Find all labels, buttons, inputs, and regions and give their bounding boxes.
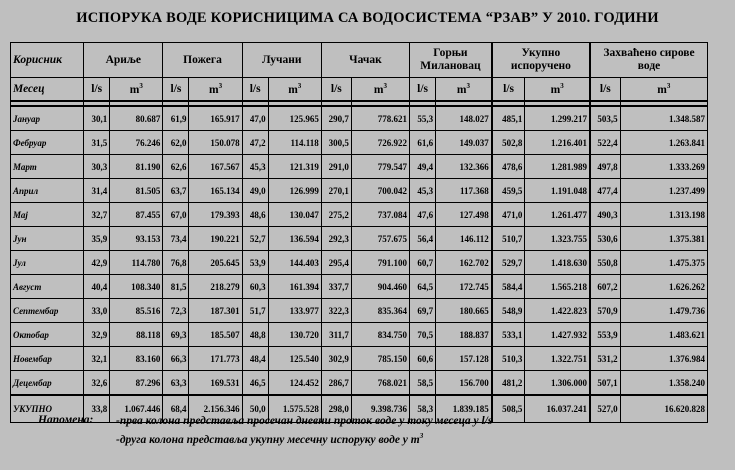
value-cell: 126.999 [268, 179, 321, 203]
value-cell: 81.505 [110, 179, 163, 203]
value-cell: 471,0 [492, 203, 525, 227]
value-cell: 117.368 [436, 179, 492, 203]
month-cell: Август [11, 275, 84, 299]
value-cell: 16.037.241 [525, 395, 590, 423]
header-user: Корисник [11, 43, 84, 78]
value-cell: 144.403 [268, 251, 321, 275]
value-cell: 291,0 [321, 155, 351, 179]
value-cell: 477,4 [590, 179, 620, 203]
month-cell: Април [11, 179, 84, 203]
header-cacak: Чачак [321, 43, 409, 78]
value-cell: 779.547 [351, 155, 409, 179]
value-cell: 47,0 [242, 106, 268, 131]
value-cell: 45,3 [242, 155, 268, 179]
table-row [11, 347, 708, 371]
value-cell: 72,3 [163, 299, 189, 323]
month-cell: Новембар [11, 347, 84, 371]
value-cell: 48,6 [242, 203, 268, 227]
value-cell: 497,8 [590, 155, 620, 179]
value-cell: 50,0 [242, 395, 268, 423]
value-cell: 88.118 [110, 323, 163, 347]
value-cell: 32,9 [84, 323, 110, 347]
value-cell: 114.118 [268, 131, 321, 155]
value-cell: 302,9 [321, 347, 351, 371]
value-cell: 1.376.984 [620, 347, 707, 371]
unit-volume: $m^3$ [620, 78, 707, 102]
value-cell: 9.398.736 [351, 395, 409, 423]
value-cell: 510,3 [492, 347, 525, 371]
value-cell: 61,6 [410, 131, 436, 155]
value-cell: 1.475.375 [620, 251, 707, 275]
value-cell: 60,3 [242, 275, 268, 299]
unit-volume: $m^3$ [268, 78, 321, 102]
value-cell: 530,6 [590, 227, 620, 251]
header-month: Месец [11, 78, 84, 102]
value-cell: 527,0 [590, 395, 620, 423]
value-cell: 553,9 [590, 323, 620, 347]
unit-volume: $m^3$ [436, 78, 492, 102]
value-cell: 32,7 [84, 203, 110, 227]
value-cell: 46,5 [242, 371, 268, 396]
value-cell: 130.720 [268, 323, 321, 347]
month-cell: Јун [11, 227, 84, 251]
value-cell: 85.516 [110, 299, 163, 323]
month-cell: Фебруар [11, 131, 84, 155]
value-cell: 40,4 [84, 275, 110, 299]
value-cell: 56,4 [410, 227, 436, 251]
value-cell: 1.565.218 [525, 275, 590, 299]
value-cell: 1.067.446 [110, 395, 163, 423]
unit-volume: $m^3$ [525, 78, 590, 102]
value-cell: 1.237.499 [620, 179, 707, 203]
header-raw-water: Захваћено сирове воде [590, 43, 707, 78]
value-cell: 508,5 [492, 395, 525, 423]
header-gornji-milanovac: Горњи Милановац [410, 43, 492, 78]
value-cell: 322,3 [321, 299, 351, 323]
value-cell: 1.348.587 [620, 106, 707, 131]
month-cell: Октобар [11, 323, 84, 347]
value-cell: 295,4 [321, 251, 351, 275]
value-cell: 290,7 [321, 106, 351, 131]
value-cell: 1.479.736 [620, 299, 707, 323]
value-cell: 49,0 [242, 179, 268, 203]
value-cell: 148.027 [436, 106, 492, 131]
value-cell: 165.134 [189, 179, 242, 203]
value-cell: 791.100 [351, 251, 409, 275]
value-cell: 47,2 [242, 131, 268, 155]
value-cell: 275,2 [321, 203, 351, 227]
unit-flow: l/s [242, 78, 268, 102]
value-cell: 1.839.185 [436, 395, 492, 423]
value-cell: 187.301 [189, 299, 242, 323]
value-cell: 507,1 [590, 371, 620, 396]
value-cell: 171.773 [189, 347, 242, 371]
value-cell: 16.620.828 [620, 395, 707, 423]
value-cell: 1.427.932 [525, 323, 590, 347]
value-cell: 737.084 [351, 203, 409, 227]
total-label: УКУПНО [11, 395, 84, 423]
value-cell: 81,5 [163, 275, 189, 299]
value-cell: 32,1 [84, 347, 110, 371]
value-cell: 700.042 [351, 179, 409, 203]
value-cell: 188.837 [436, 323, 492, 347]
value-cell: 162.702 [436, 251, 492, 275]
value-cell: 32,6 [84, 371, 110, 396]
value-cell: 522,4 [590, 131, 620, 155]
value-cell: 510,7 [492, 227, 525, 251]
value-cell: 60,6 [410, 347, 436, 371]
unit-flow: l/s [84, 78, 110, 102]
value-cell: 1.322.751 [525, 347, 590, 371]
value-cell: 48,8 [242, 323, 268, 347]
value-cell: 1.575.528 [268, 395, 321, 423]
unit-flow: l/s [492, 78, 525, 102]
value-cell: 127.498 [436, 203, 492, 227]
value-cell: 161.394 [268, 275, 321, 299]
value-cell: 1.418.630 [525, 251, 590, 275]
month-cell: Јануар [11, 106, 84, 131]
value-cell: 1.375.381 [620, 227, 707, 251]
value-cell: 1.299.217 [525, 106, 590, 131]
value-cell: 60,7 [410, 251, 436, 275]
value-cell: 62,6 [163, 155, 189, 179]
value-cell: 62,0 [163, 131, 189, 155]
value-cell: 904.460 [351, 275, 409, 299]
value-cell: 130.047 [268, 203, 321, 227]
value-cell: 31,4 [84, 179, 110, 203]
value-cell: 785.150 [351, 347, 409, 371]
value-cell: 69,3 [163, 323, 189, 347]
value-cell: 490,3 [590, 203, 620, 227]
value-cell: 1.281.989 [525, 155, 590, 179]
value-cell: 58,5 [410, 371, 436, 396]
value-cell: 76,8 [163, 251, 189, 275]
value-cell: 35,9 [84, 227, 110, 251]
value-cell: 726.922 [351, 131, 409, 155]
value-cell: 337,7 [321, 275, 351, 299]
month-cell: Јул [11, 251, 84, 275]
value-cell: 481,2 [492, 371, 525, 396]
value-cell: 149.037 [436, 131, 492, 155]
value-cell: 83.160 [110, 347, 163, 371]
value-cell: 529,7 [492, 251, 525, 275]
value-cell: 1.216.401 [525, 131, 590, 155]
value-cell: 180.665 [436, 299, 492, 323]
value-cell: 503,5 [590, 106, 620, 131]
value-cell: 292,3 [321, 227, 351, 251]
value-cell: 478,6 [492, 155, 525, 179]
unit-volume: $m^3$ [189, 78, 242, 102]
month-cell: Март [11, 155, 84, 179]
value-cell: 124.452 [268, 371, 321, 396]
value-cell: 55,3 [410, 106, 436, 131]
page-title: ИСПОРУКА ВОДЕ КОРИСНИЦИМА СА ВОДОСИСТЕМА “РЗАВ” У 2010. ГОДИНИ [76, 10, 659, 26]
value-cell: 33,0 [84, 299, 110, 323]
value-cell: 67,0 [163, 203, 189, 227]
month-cell: Децембар [11, 371, 84, 396]
water-delivery-table [10, 42, 708, 423]
value-cell: 1.306.000 [525, 371, 590, 396]
value-cell: 533,1 [492, 323, 525, 347]
value-cell: 114.780 [110, 251, 163, 275]
value-cell: 531,2 [590, 347, 620, 371]
unit-flow: l/s [590, 78, 620, 102]
value-cell: 150.078 [189, 131, 242, 155]
unit-volume: $m^3$ [351, 78, 409, 102]
note-text [116, 414, 492, 448]
value-cell: 1.358.240 [620, 371, 707, 396]
value-cell: 205.645 [189, 251, 242, 275]
table-row [11, 251, 708, 275]
unit-flow: l/s [163, 78, 189, 102]
value-cell: 311,7 [321, 323, 351, 347]
value-cell: 63,7 [163, 179, 189, 203]
note-line-1: -прва колона представља просечан дневни проток воде у току месеца у l/s [116, 415, 493, 427]
value-cell: 132.366 [436, 155, 492, 179]
value-cell: 768.021 [351, 371, 409, 396]
value-cell: 286,7 [321, 371, 351, 396]
value-cell: 548,9 [492, 299, 525, 323]
value-cell: 1.263.841 [620, 131, 707, 155]
table-row [11, 106, 708, 131]
value-cell: 73,4 [163, 227, 189, 251]
value-cell: 48,4 [242, 347, 268, 371]
value-cell: 1.323.755 [525, 227, 590, 251]
value-cell: 485,1 [492, 106, 525, 131]
value-cell: 93.153 [110, 227, 163, 251]
value-cell: 835.364 [351, 299, 409, 323]
value-cell: 76.246 [110, 131, 163, 155]
value-cell: 146.112 [436, 227, 492, 251]
value-cell: 45,3 [410, 179, 436, 203]
value-cell: 1.626.262 [620, 275, 707, 299]
value-cell: 218.279 [189, 275, 242, 299]
value-cell: 51,7 [242, 299, 268, 323]
value-cell: 136.594 [268, 227, 321, 251]
value-cell: 42,9 [84, 251, 110, 275]
table-row [11, 155, 708, 179]
value-cell: 300,5 [321, 131, 351, 155]
value-cell: 80.687 [110, 106, 163, 131]
value-cell: 778.621 [351, 106, 409, 131]
value-cell: 87.296 [110, 371, 163, 396]
value-cell: 1.261.477 [525, 203, 590, 227]
value-cell: 69,7 [410, 299, 436, 323]
note-label: Напомена: [38, 414, 94, 426]
value-cell: 190.221 [189, 227, 242, 251]
value-cell: 172.745 [436, 275, 492, 299]
table-row [11, 179, 708, 203]
table-row [11, 227, 708, 251]
value-cell: 33,8 [84, 395, 110, 423]
value-cell: 502,8 [492, 131, 525, 155]
value-cell: 169.531 [189, 371, 242, 396]
value-cell: 607,2 [590, 275, 620, 299]
value-cell: 2.156.346 [189, 395, 242, 423]
value-cell: 298,0 [321, 395, 351, 423]
value-cell: 121.319 [268, 155, 321, 179]
value-cell: 58,3 [410, 395, 436, 423]
value-cell: 30,1 [84, 106, 110, 131]
table-row [11, 275, 708, 299]
value-cell: 52,7 [242, 227, 268, 251]
unit-flow: l/s [410, 78, 436, 102]
value-cell: 63,3 [163, 371, 189, 396]
unit-flow: l/s [321, 78, 351, 102]
value-cell: 185.507 [189, 323, 242, 347]
table-row [11, 371, 708, 396]
table-row [11, 131, 708, 155]
value-cell: 61,9 [163, 106, 189, 131]
value-cell: 270,1 [321, 179, 351, 203]
value-cell: 165.917 [189, 106, 242, 131]
value-cell: 70,5 [410, 323, 436, 347]
value-cell: 1.333.269 [620, 155, 707, 179]
value-cell: 167.567 [189, 155, 242, 179]
value-cell: 834.750 [351, 323, 409, 347]
value-cell: 49,4 [410, 155, 436, 179]
value-cell: 1.313.198 [620, 203, 707, 227]
unit-volume: $m^3$ [110, 78, 163, 102]
table-row [11, 203, 708, 227]
note-line-2: -друга колона представља укупну месечну испоруку воде у $m^3$ [116, 432, 424, 446]
value-cell: 125.540 [268, 347, 321, 371]
value-cell: 570,9 [590, 299, 620, 323]
value-cell: 1.422.823 [525, 299, 590, 323]
value-cell: 87.455 [110, 203, 163, 227]
value-cell: 1.483.621 [620, 323, 707, 347]
header-total-delivered: Укупно испоручено [492, 43, 590, 78]
value-cell: 156.700 [436, 371, 492, 396]
value-cell: 31,5 [84, 131, 110, 155]
header-pozega: Пожега [163, 43, 242, 78]
value-cell: 757.675 [351, 227, 409, 251]
value-cell: 584,4 [492, 275, 525, 299]
value-cell: 81.190 [110, 155, 163, 179]
value-cell: 47,6 [410, 203, 436, 227]
value-cell: 66,3 [163, 347, 189, 371]
value-cell: 53,9 [242, 251, 268, 275]
value-cell: 64,5 [410, 275, 436, 299]
value-cell: 157.128 [436, 347, 492, 371]
month-cell: Септембар [11, 299, 84, 323]
value-cell: 68,4 [163, 395, 189, 423]
value-cell: 1.191.048 [525, 179, 590, 203]
value-cell: 30,3 [84, 155, 110, 179]
value-cell: 108.340 [110, 275, 163, 299]
table-row [11, 323, 708, 347]
value-cell: 133.977 [268, 299, 321, 323]
value-cell: 125.965 [268, 106, 321, 131]
header-arilje: Ариље [84, 43, 163, 78]
value-cell: 459,5 [492, 179, 525, 203]
value-cell: 179.393 [189, 203, 242, 227]
header-lucani: Лучани [242, 43, 321, 78]
table-row [11, 299, 708, 323]
month-cell: Мај [11, 203, 84, 227]
value-cell: 550,8 [590, 251, 620, 275]
